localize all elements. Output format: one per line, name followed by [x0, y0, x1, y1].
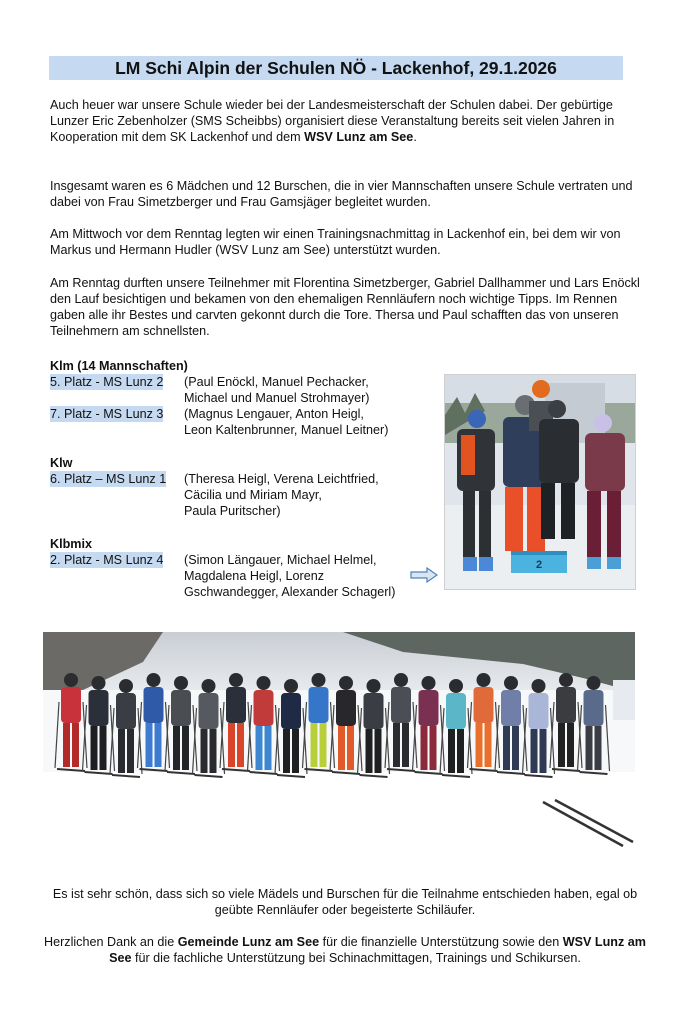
thanks-bold-municipality: Gemeinde Lunz am See — [177, 935, 320, 949]
intro-paragraph — [50, 97, 640, 145]
intro-bold-club: WSV Lunz am See — [304, 130, 414, 144]
category-klw-heading: Klw — [50, 456, 73, 470]
training-paragraph: Am Mittwoch vor dem Renntag legten wir einen Trainingsnachmittag in Lackenhof ein, bei dem wir von Markus und Hermann Hudler (WSV Lunz am See) unterstützt wurden. — [50, 227, 621, 257]
result-place: 5. Platz - MS Lunz 2 — [50, 375, 164, 389]
result-place: 6. Platz – MS Lunz 1 — [50, 472, 167, 486]
result-place: 2. Platz - MS Lunz 4 — [50, 553, 164, 567]
result-place: 7. Platz - MS Lunz 3 — [50, 407, 164, 421]
category-klm-heading: Klm (14 Mannschaften) — [50, 359, 188, 373]
raceday-paragraph: Am Renntag durften unsere Teilnehmer mit Florentina Simetzberger, Gabriel Dallhammer und Lars Enöckl den Lauf besichtigen und bekamen von den ehemaligen Rennläufern noch wichtige Tipps. Im Rennen gaben alle ihr Bestes und carvten gekonnt durch die Tore. Thersa und Paul schafften das von unseren Teilnehmern am schnellsten. — [50, 276, 640, 338]
category-klbmix-heading: Klbmix — [50, 537, 92, 551]
thanks-text: für die finanzielle Unterstützung sowie den — [319, 935, 563, 949]
closing-paragraph: Es ist sehr schön, dass sich so viele Mädels und Burschen für die Teilnahme entschieden haben, egal ob geübte Rennläufer oder begeisterte Schiläufer. — [52, 887, 638, 917]
intro-text: Auch heuer war unsere Schule wieder bei der Landesmeisterschaft der Schulen dabei. Der gebürtige Lunzer Eric Zebenholzer (SMS Scheibbs) organisiert diese Veranstaltung bereits seit vielen Jahren in Kooperation mit dem SK Lackenhof und dem — [50, 98, 615, 144]
thanks-text: Herzlichen Dank an die — [44, 935, 178, 949]
thanks-text: für die fachliche Unterstützung bei Schinachmittagen, Trainings und Schikursen. — [131, 951, 581, 965]
result-team-members: (Magnus Lengauer, Anton Heigl, Leon Kaltenbrunner, Manuel Leitner) — [184, 407, 389, 437]
page-title: LM Schi Alpin der Schulen NÖ - Lackenhof, 29.1.2026 — [49, 56, 623, 80]
result-team-members: (Simon Längauer, Michael Helmel, Magdalena Heigl, Lorenz Gschwandegger, Alexander Schagerl) — [184, 553, 396, 599]
podium-photo — [444, 374, 636, 590]
intro-end: . — [413, 130, 417, 144]
participants-paragraph: Insgesamt waren es 6 Mädchen und 12 Burschen, die in vier Mannschaften unsere Schule vertraten und dabei von Frau Simetzberger und Frau Gamsjäger begleitet wurden. — [50, 179, 633, 209]
group-photo — [43, 632, 635, 854]
thanks-bold-club: WSV Lunz am See — [109, 935, 646, 965]
thanks-paragraph — [40, 934, 650, 966]
arrow-right-icon — [410, 567, 438, 583]
result-team-members: (Theresa Heigl, Verena Leichtfried, Cäcilia und Miriam Mayr, Paula Puritscher) — [184, 472, 379, 518]
result-team-members: (Paul Enöckl, Manuel Pechacker, Michael und Manuel Strohmayer) — [184, 375, 370, 405]
podium-number: 2 — [535, 559, 543, 571]
